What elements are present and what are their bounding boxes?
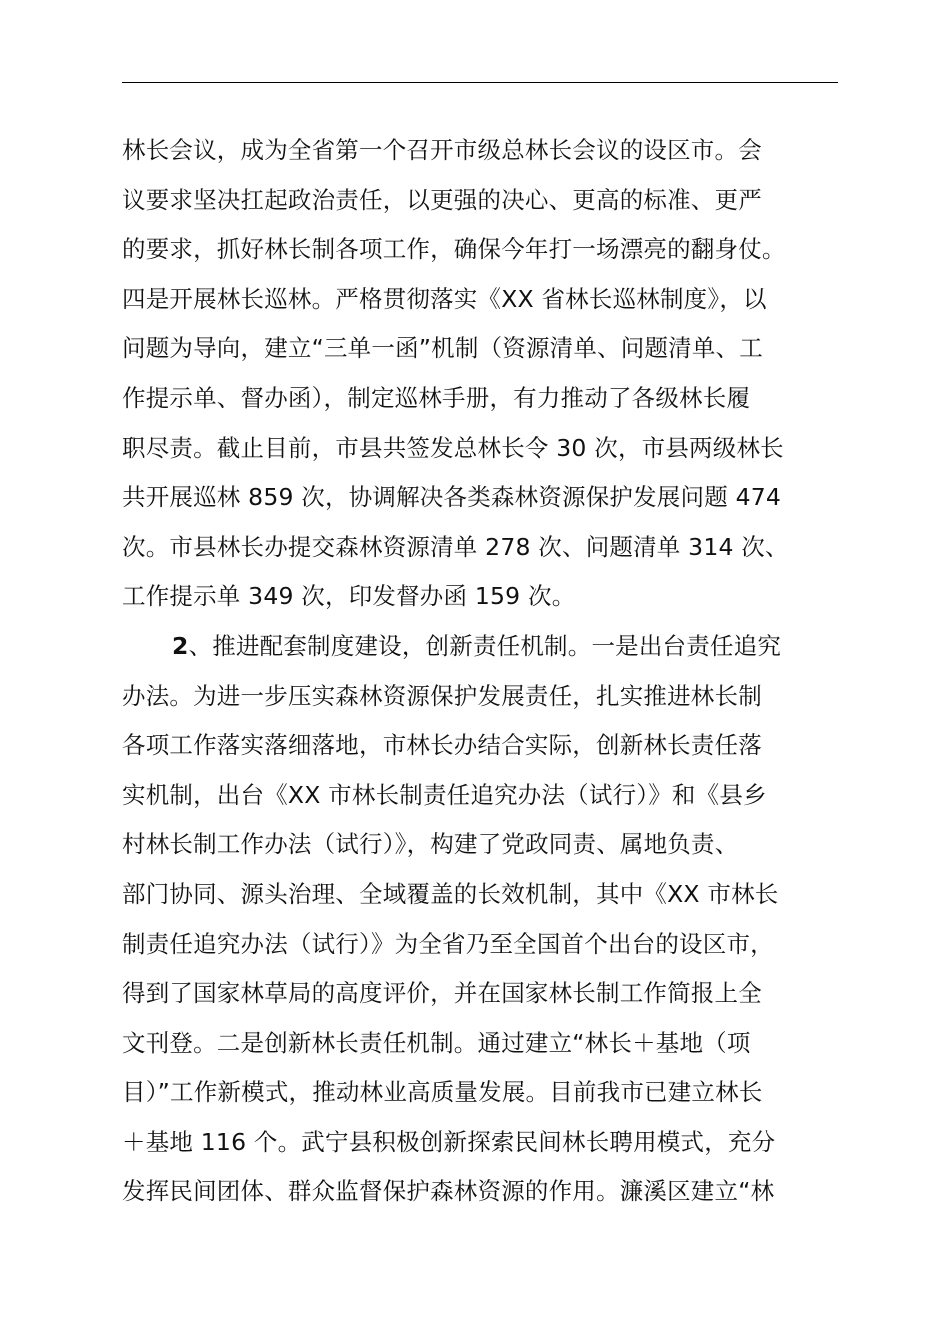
text-line: 作提示单、督办函），制定巡林手册，有力推动了各级林长履 xyxy=(122,383,751,412)
text-line: 得到了国家林草局的高度评价，并在国家林长制工作简报上全 xyxy=(122,979,762,1008)
header-rule xyxy=(122,82,838,83)
text-line: 四是开展林长巡林。严格贯彻落实《XX 省林长巡林制度》，以 xyxy=(122,284,767,313)
text-line: 目）”工作新模式，推动林业高质量发展。目前我市已建立林长 xyxy=(122,1078,763,1107)
text-line: 次。市县林长办提交森林资源清单 278 次、问题清单 314 次、 xyxy=(122,532,789,561)
text-line: 共开展巡林 859 次，协调解决各类森林资源保护发展问题 474 xyxy=(122,483,782,512)
text-line: 发挥民间团体、群众监督保护森林资源的作用。濂溪区建立“林 xyxy=(122,1177,775,1206)
text-line: 村林长制工作办法（试行）》，构建了党政同责、属地负责、 xyxy=(122,830,739,859)
text-line: 工作提示单 349 次，印发督办函 159 次。 xyxy=(122,582,576,611)
section-2-heading-line xyxy=(122,622,862,672)
text-line: ＋基地 116 个。武宁县积极创新探索民间林长聘用模式，充分 xyxy=(122,1127,776,1156)
text-line: 问题为导向，建立“三单一函”机制（资源清单、问题清单、工 xyxy=(122,334,763,363)
text-line: 的要求，抓好林长制各项工作，确保今年打一场漂亮的翻身仗。 xyxy=(122,235,786,264)
text-line: 议要求坚决扛起政治责任，以更强的决心、更高的标准、更严 xyxy=(122,185,762,214)
text-line: 办法。为进一步压实森林资源保护发展责任，扎实推进林长制 xyxy=(122,681,762,710)
text-line: 各项工作落实落细落地，市林长办结合实际，创新林长责任落 xyxy=(122,731,762,760)
text-line: 文刊登。二是创新林长责任机制。通过建立“林长＋基地（项 xyxy=(122,1028,751,1057)
text-line: 职尽责。截止目前，市县共签发总林长令 30 次，市县两级林长 xyxy=(122,433,784,462)
text-line: 制责任追究办法（试行）》为全省乃至全国首个出台的设区市， xyxy=(122,929,774,958)
section-2-first-line: 、推进配套制度建设，创新责任机制。一是出台责任追究 xyxy=(188,631,782,660)
text-line: 实机制，出台《XX 市林长制责任追究办法（试行）》和《县乡 xyxy=(122,780,767,809)
body-text xyxy=(122,126,862,1217)
text-line: 部门协同、源头治理、全域覆盖的长效机制，其中《XX 市林长 xyxy=(122,879,779,908)
section-number: 2 xyxy=(172,631,189,660)
text-line: 林长会议，成为全省第一个召开市级总林长会议的设区市。会 xyxy=(122,136,762,164)
